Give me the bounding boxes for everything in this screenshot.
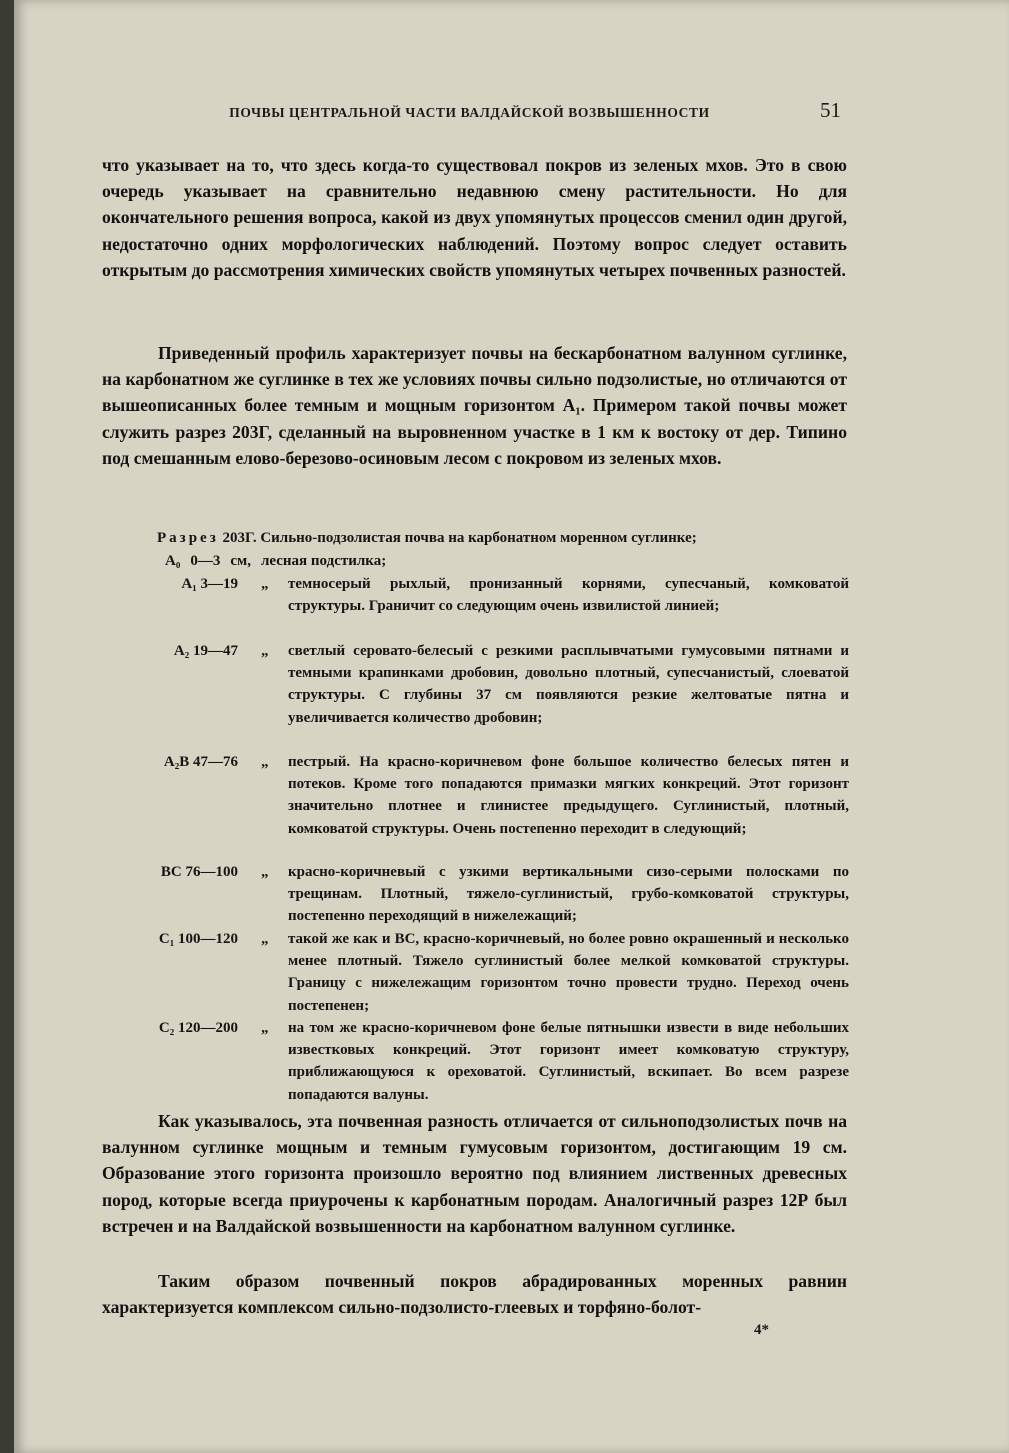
ditto-mark: „	[261, 1020, 269, 1036]
paragraph-1: что указывает на то, что здесь когда-то существовал покров из зеленых мхов. Это в свою очередь указывает на сравнительно недавнюю смену растительности. Но для окончательного решения вопроса, какой из двух упомянутых процессов сменил один другой, недостаточно одних морфологических наблюдений. Поэтому вопрос следует оставить открытым до рассмотрения химических свойств упомянутых четырех почвенных разностей.	[102, 155, 847, 280]
horizon-a0-depth: 0—3	[190, 553, 221, 569]
signature-mark: 4*	[754, 1322, 769, 1338]
ditto-mark: „	[261, 931, 269, 947]
ditto-mark: „	[261, 643, 269, 659]
horizon-a0-unit: см,	[230, 553, 251, 569]
ditto-mark: „	[261, 864, 269, 880]
horizon-description: на том же красно-коричневом фоне белые пятнышки извести в виде небольших известковых конкреций. Этот горизонт имеет комковатую структуру, приближающуюся к ореховатой. Суглинистый, вскипает. Во всем разрезе попадаются валуны.	[288, 1020, 849, 1103]
horizon-description: пестрый. На красно-коричневом фоне большое количество белесых пятен и потеков. Кроме того попадаются примазки мягких конкреций. Этот горизонт значительно плотнее и глинистее предыдущего. Суглинистый, плотный, комковатой структуры. Очень постепенно переходит в следующий;	[288, 754, 849, 837]
page-number: 51	[820, 98, 841, 122]
horizon-label: C₂ 120—200	[158, 1020, 238, 1036]
paragraph-4: Таким образом почвенный покров абрадированных моренных равнин характеризуется комплексом сильно-подзолисто-глеевых и торфяно-болот-	[102, 1271, 847, 1318]
horizon-bc	[114, 861, 849, 928]
horizon-c2	[114, 1017, 849, 1106]
ditto-mark: „	[261, 576, 269, 592]
horizon-a0-label: A₀	[165, 553, 181, 569]
running-head: ПОЧВЫ ЦЕНТРАЛЬНОЙ ЧАСТИ ВАЛДАЙСКОЙ ВОЗВЫШЕННОСТИ	[229, 105, 710, 120]
book-page	[14, 0, 1009, 1453]
paragraph-2: Приведенный профиль характеризует почвы на бескарбонатном валунном суглинке, на карбонатном же суглинке в тех же условиях почвы сильно подзолистые, но отличаются от вышеописанных более темным и мощным горизонтом A₁. Примером такой почвы может служить разрез 203Г, сделанный на выровненном участке в 1 км к востоку от дер. Типино под смешанным елово-березово-осиновым лесом с покровом из зеленых мхов.	[102, 343, 847, 468]
horizon-label: A₂B 47—76	[163, 754, 238, 770]
section-lead: Разрез	[157, 530, 219, 546]
section-heading	[157, 528, 857, 548]
horizon-c1	[114, 928, 849, 1017]
horizon-label: A₁ 3—19	[181, 576, 238, 592]
horizon-description: темносерый рыхлый, пронизанный корнями, супесчаный, комковатой структуры. Граничит со следующим очень извилистой линией;	[288, 576, 849, 615]
horizon-a2b	[114, 751, 849, 840]
horizon-label: BC 76—100	[160, 864, 238, 880]
horizon-a2	[114, 640, 849, 729]
ditto-mark: „	[261, 754, 269, 770]
horizon-description: красно-коричневый с узкими вертикальными сизо-серыми полосками по трещинам. Плотный, тяжело-суглинистый, грубо-комковатой структуры, постепенно переходящий в нижележащий;	[288, 864, 849, 925]
horizon-description: светлый серовато-белесый с резкими расплывчатыми гумусовыми пятнами и темными крапинками дробовин, довольно плотный, супесчанистый, слоеватой структуры. С глубины 37 см появляются резкие желтоватые пятна и увеличивается количество дробовин;	[288, 643, 849, 726]
horizon-description: такой же как и BC, красно-коричневый, но более ровно окрашенный и несколько менее плотный. Тяжело суглинистый более мелкой комковатой структуры. Границу с нижележащим горизонтом точно провести трудно. Переход очень постепенен;	[288, 931, 849, 1014]
paragraph-3: Как указывалось, эта почвенная разность отличается от сильноподзолистых почв на валунном суглинке мощным и темным гумусовым горизонтом, достигающим 19 см. Образование этого горизонта произошло вероятно под влиянием лиственных древесных пород, которые всегда приурочены к карбонатным породам. Аналогичный разрез 12Р был встречен и на Валдайской возвышенности на карбонатном валунном суглинке.	[102, 1111, 847, 1236]
horizon-a1	[114, 573, 849, 617]
horizon-label: A₂ 19—47	[173, 643, 238, 659]
horizon-label: C₁ 100—120	[158, 931, 238, 947]
section-title: 203Г. Сильно-подзолистая почва на карбонатном моренном суглинке;	[222, 530, 697, 546]
horizon-a0	[165, 551, 396, 571]
horizon-a0-desc: лесная подстилка;	[260, 553, 387, 569]
